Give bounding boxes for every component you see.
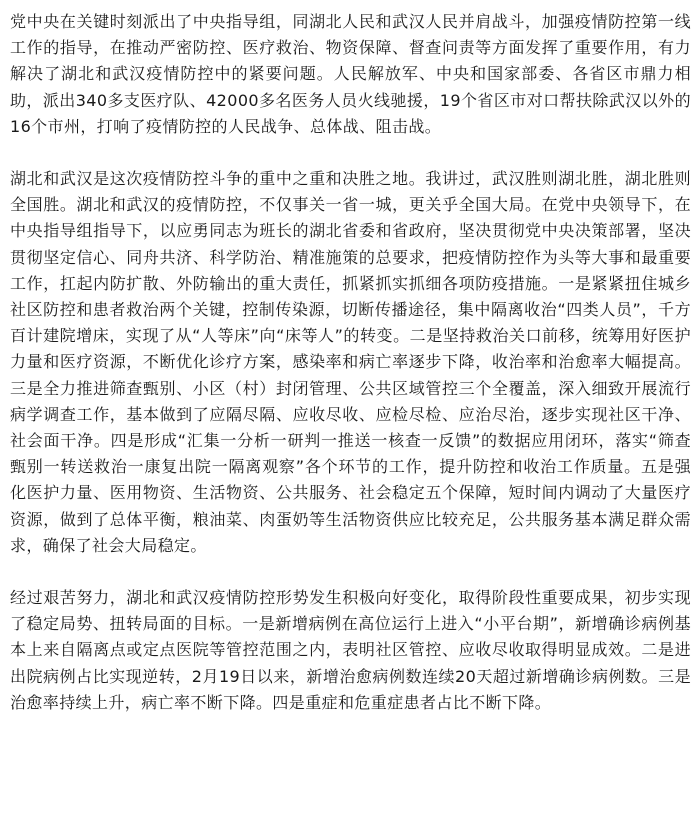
paragraph-central-guidance: 党中央在关键时刻派出了中央指导组，同湖北人民和武汉人民并肩战斗，加强疫情防控第一线工作的指导，在推动严密防控、医疗救治、物资保障、督查问责等方面发挥了重要作用，有力解决了湖北和武汉疫情防控中的紧要问题。人民解放军、中央和国家部委、各省区市鼎力相助，派出340多支医疗队、42000多名医务人员火线驰援，19个省区市对口帮扶除武汉以外的16个市州，打响了疫情防控的人民战争、总体战、阻击战。 [10, 12, 691, 136]
paragraph-progress-results: 经过艰苦努力，湖北和武汉疫情防控形势发生积极向好变化，取得阶段性重要成果，初步实现了稳定局势、扭转局面的目标。一是新增病例在高位运行上进入“小平台期”，新增确诊病例基本上来自隔离点或定点医院等管控范围之内，表明社区管控、应收尽收取得明显成效。二是进出院病例占比实现逆转，2月19日以来，新增治愈病例数连续20天超过新增确诊病例数。三是治愈率持续上升，病亡率不断下降。四是重症和危重症患者占比不断下降。 [10, 588, 691, 712]
paragraph-hubei-wuhan-measures: 湖北和武汉是这次疫情防控斗争的重中之重和决胜之地。我讲过，武汉胜则湖北胜，湖北胜则全国胜。湖北和武汉的疫情防控，不仅事关一省一城，更关乎全国大局。在党中央领导下，在中央指导组指导下，以应勇同志为班长的湖北省委和省政府，坚决贯彻党中央决策部署，坚决贯彻坚定信心、同舟共济、科学防治、精准施策的总要求，把疫情防控作为头等大事和最重要工作，扛起内防扩散、外防输出的重大责任，抓紧抓实抓细各项防疫措施。一是紧紧扭住城乡社区防控和患者救治两个关键，控制传染源，切断传播途径，集中隔离收治“四类人员”，千方百计建院增床，实现了从“人等床”向“床等人”的转变。二是坚持救治关口前移，统筹用好医护力量和医疗资源，不断优化诊疗方案，感染率和病亡率逐步下降，收治率和治愈率大幅提高。三是全力推进筛查甄别、小区（村）封闭管理、公共区域管控三个全覆盖，深入细致开展流行病学调查工作，基本做到了应隔尽隔、应收尽收、应检尽检、应治尽治，逐步实现社区干净、社会面干净。四是形成“汇集一分析一研判一推送一核查一反馈”的数据应用闭环，落实“筛查甄别一转送救治一康复出院一隔离观察”各个环节的工作，提升防控和收治工作质量。五是强化医护力量、医用物资、生活物资、公共服务、社会稳定五个保障，短时间内调动了大量医疗资源，做到了总体平衡，粮油菜、肉蛋奶等生活物资供应比较充足，公共服务基本满足群众需求，确保了社会大局稳定。 [10, 169, 691, 555]
article-body [10, 9, 691, 716]
